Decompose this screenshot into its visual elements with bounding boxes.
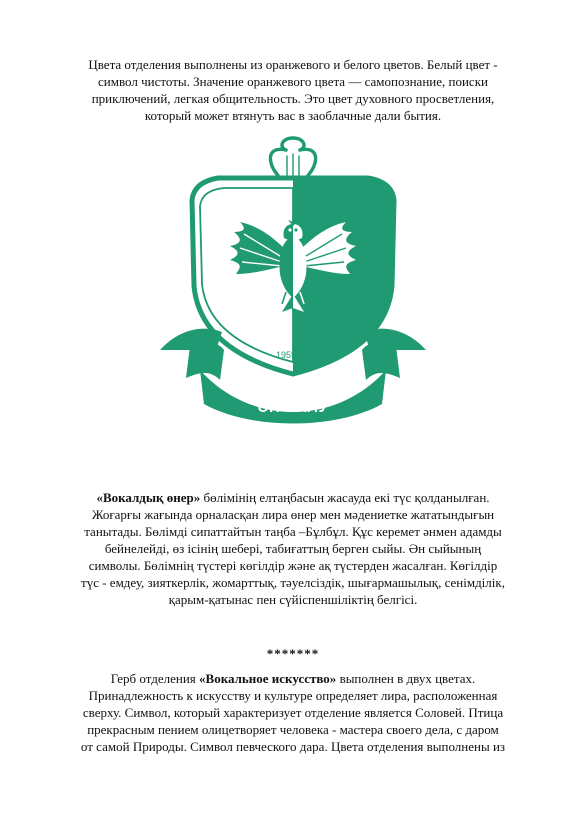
ribbon-label: ӘН САЛУ <box>257 399 329 416</box>
paragraph-vocal-kz <box>80 489 506 608</box>
paragraph-vocal-kz-text <box>80 489 506 608</box>
paragraph-vocal-ru <box>80 670 506 755</box>
paragraph-vocal-ru-title: «Вокальное искусство» <box>199 671 337 686</box>
separator: ******* <box>266 646 320 661</box>
paragraph-colors-ru <box>80 56 506 124</box>
paragraph-colors-ru-text: Цвета отделения выполнены из оранжевого и белого цветов. Белый цвет - символ чистоты. Значение оранжевого цвета — самопознание, поиски приключений, легкая общительность. Это цвет духовного просветления, который может втянуть вас в заоблачные дали бытия. <box>88 57 498 123</box>
paragraph-vocal-ru-start: Герб отделения <box>110 671 200 686</box>
paragraph-vocal-kz-title: «Вокалдық өнер» <box>96 490 201 505</box>
paragraph-vocal-ru-body: выполнен в двух цветах. Принадлежность к искусству и культуре определяет лира, расположенная сверху. Символ, который характеризует отделение является Соловей. Птица прекрасным пением олицетворяет человека - мастера своего дела, с даром от самой Природы. Символ певческого дара. Цвета отделения выполнены из <box>80 671 506 754</box>
paragraph-vocal-kz-body: бөлімінің елтаңбасын жасауда екі түс қолданылған. Жоғарғы жағында орналасқан лира өнер мен мәдениетке жататындығын танытады. Бөлімді сипаттайтын таңба –Бұлбұл. Құс керемет әнмен адамды бейнелейді, өз ісінің шебері, табиғаттың берген сыйы. Ән сыйының символы. Бөлімнің түстері көгілдір және ақ түстерден жасалған. Көгілдір түс - емдеу, зияткерлік, жомарттық, тәуелсіздік, шығармашылық, сенімділік, қарым-қатынас пен сүйіспеншіліктің белгісі. <box>81 490 505 607</box>
department-emblem <box>160 134 426 432</box>
paragraph-vocal-ru-text <box>80 670 506 755</box>
emblem-year: 1959 <box>275 350 297 360</box>
